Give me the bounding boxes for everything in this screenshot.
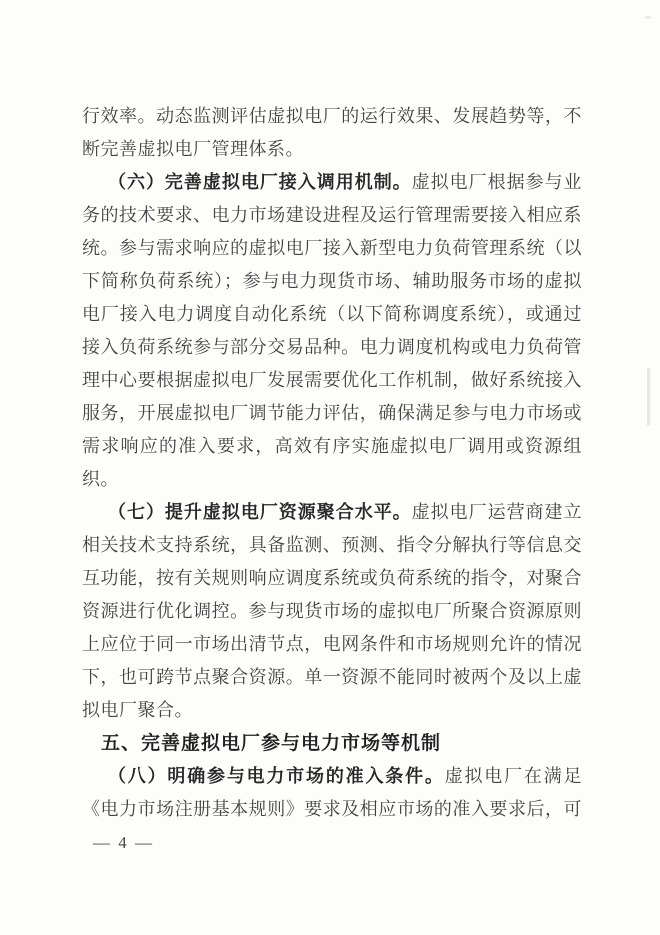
page-number: — 4 — (93, 833, 154, 852)
text-line (82, 463, 582, 496)
text-line (82, 496, 582, 529)
body-text: 《电力市场注册基本规则》要求及相应市场的准入要求后，可 (82, 799, 582, 819)
body-text: 断完善虚拟电厂管理体系。 (82, 139, 304, 159)
scan-artifact (645, 16, 651, 19)
text-line (82, 265, 582, 298)
text-line (82, 298, 582, 331)
text-line (82, 232, 582, 265)
body-text: 理中心要根据虚拟电厂发展需要优化工作机制，做好系统接入 (82, 370, 582, 390)
body-text: 上应位于同一市场出清节点，电网条件和市场规则允许的情况 (82, 634, 582, 654)
body-text: 互功能，按有关规则响应调度系统或负荷系统的指令，对聚合 (82, 568, 582, 588)
text-line (82, 760, 582, 793)
body-text: 行效率。动态监测评估虚拟电厂的运行效果、发展趋势等，不 (82, 106, 582, 126)
body-text: 务的技术要求、电力市场建设进程及运行管理需要接入相应系 (82, 205, 582, 225)
paragraph-lead-bold: （七）提升虚拟电厂资源聚合水平。 (108, 502, 412, 522)
text-line (82, 133, 582, 166)
text-line (82, 430, 582, 463)
body-text: 资源进行优化调控。参与现货市场的虚拟电厂所聚合资源原则 (82, 601, 582, 621)
body-text: 电厂接入电力调度自动化系统（以下简称调度系统），或通过 (82, 304, 582, 324)
body-text: 接入负荷系统参与部分交易品种。电力调度机构或电力负荷管 (82, 337, 582, 357)
body-text: 织。 (82, 469, 119, 489)
body-text: 虚拟电厂在满足 (444, 766, 583, 786)
text-line (82, 595, 582, 628)
body-text: 统。参与需求响应的虚拟电厂接入新型电力负荷管理系统（以 (82, 238, 582, 258)
text-line (82, 529, 582, 562)
text-line (82, 100, 582, 133)
body-text: 下，也可跨节点聚合资源。单一资源不能同时被两个及以上虚 (82, 667, 582, 687)
body-text: 相关技术支持系统，具备监测、预测、指令分解执行等信息交 (82, 535, 582, 555)
paragraph-lead-bold: （八）明确参与电力市场的准入条件。 (108, 766, 445, 786)
text-line (82, 397, 582, 430)
text-line (82, 562, 582, 595)
text-line (82, 364, 582, 397)
text-line (82, 199, 582, 232)
text-line (82, 628, 582, 661)
body-text: 虚拟电厂运营商建立 (411, 502, 583, 522)
text-line (82, 694, 582, 727)
body-text: 拟电厂聚合。 (82, 700, 193, 720)
text-line (82, 331, 582, 364)
body-text: 五、完善虚拟电厂参与电力市场等机制 (101, 733, 442, 754)
body-text: 需求响应的准入要求，高效有序实施虚拟电厂调用或资源组 (82, 436, 582, 456)
text-line (82, 166, 582, 199)
paragraph-lead-bold: （六）完善虚拟电厂接入调用机制。 (108, 172, 412, 192)
section-heading (82, 727, 582, 760)
body-text: 下简称负荷系统）；参与电力现货市场、辅助服务市场的虚拟 (82, 271, 582, 291)
body-text: 服务，开展虚拟电厂调节能力评估，确保满足参与电力市场或 (82, 403, 582, 423)
scan-artifact (647, 368, 650, 426)
text-line (82, 793, 582, 826)
document-text-block (82, 100, 582, 826)
body-text: 虚拟电厂根据参与业 (411, 172, 583, 192)
text-line (82, 661, 582, 694)
